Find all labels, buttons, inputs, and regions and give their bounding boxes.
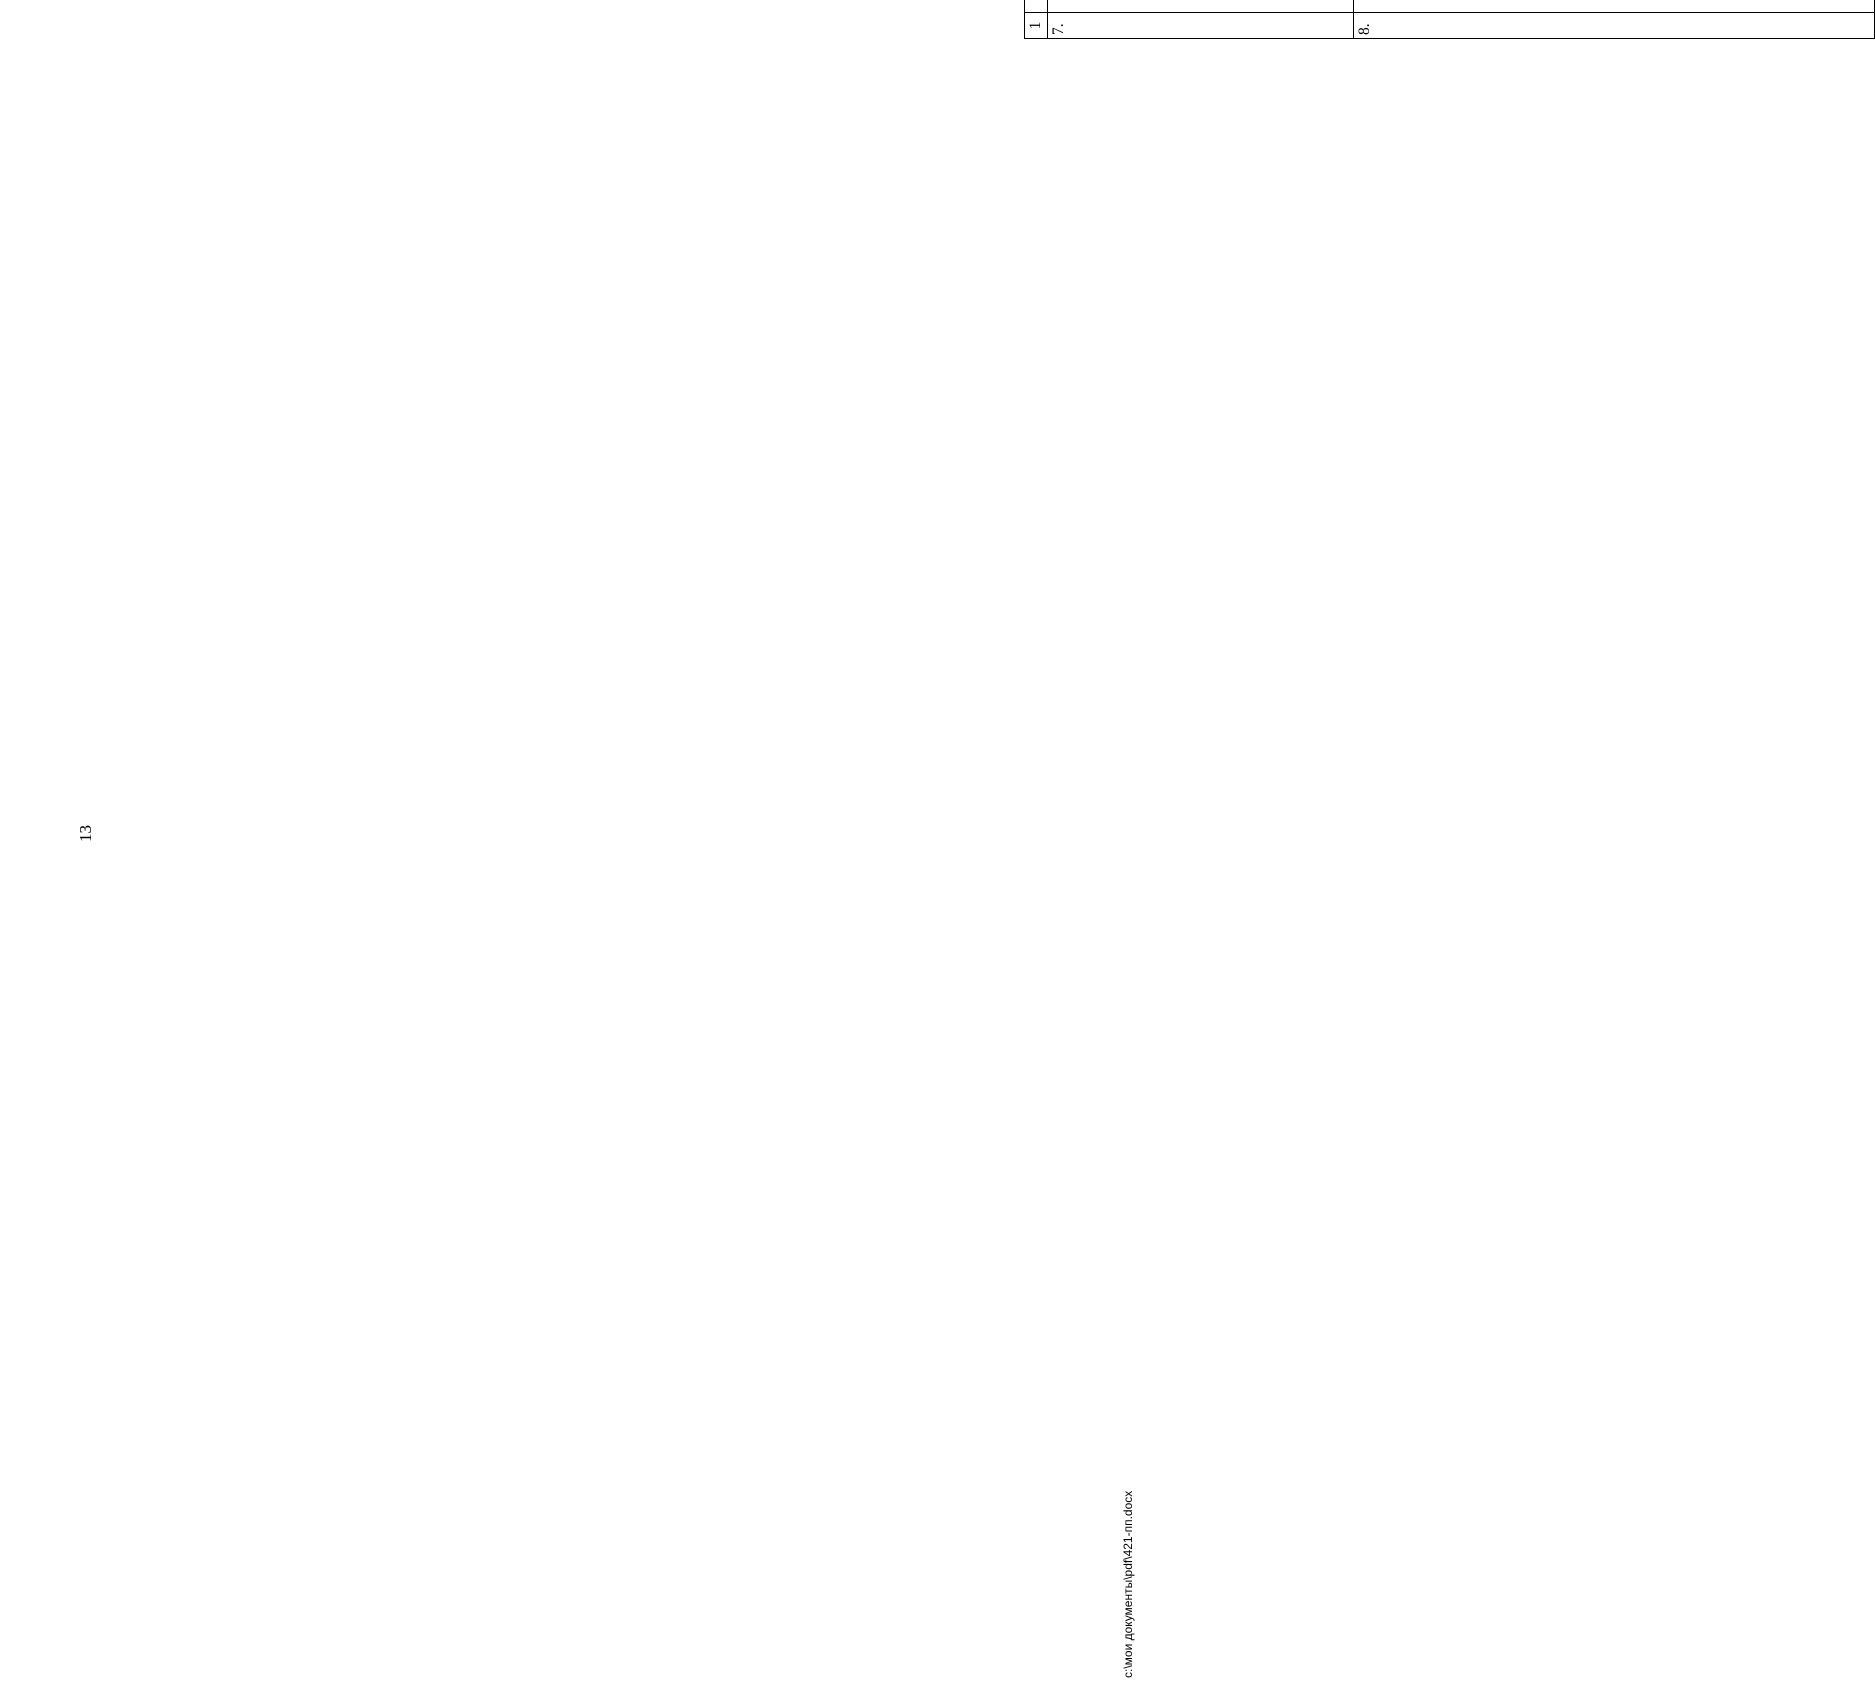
header-cell-1: 1	[1025, 13, 1048, 39]
row-number: 7.	[1048, 13, 1354, 39]
activity-name	[1048, 0, 1354, 13]
program-table-container	[1024, 0, 1875, 39]
header-row	[1025, 0, 1048, 39]
activity-name	[1354, 0, 1875, 13]
table-row	[1048, 0, 1354, 39]
footer-file-path: c:\мои документы\pdf\421-пп.docx	[1121, 1490, 1135, 1678]
program-table	[1024, 0, 1875, 39]
row-number: 8.	[1354, 13, 1875, 39]
table-row	[1354, 0, 1875, 39]
header-cell-2	[1025, 0, 1048, 13]
page-number: 13	[76, 825, 95, 842]
